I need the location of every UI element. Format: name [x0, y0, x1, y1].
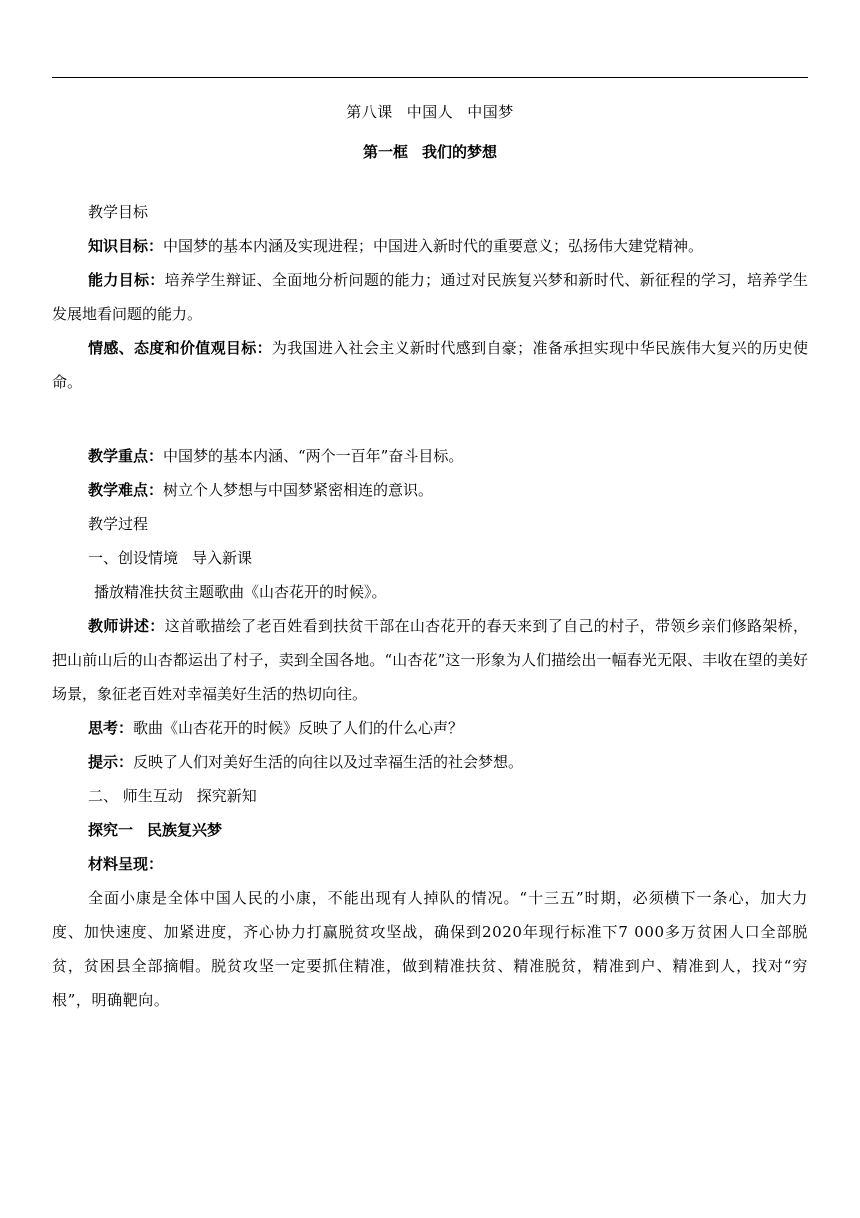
explore-one-part2: 民族复兴梦: [147, 821, 223, 839]
hint-answer-label: 提示：: [88, 753, 134, 771]
material-label: [52, 847, 808, 881]
difficult-point: [52, 473, 808, 507]
lesson-title-part1: 第八课: [346, 103, 393, 121]
lesson-subtitle: [52, 137, 808, 167]
teacher-narration-label: 教师讲述：: [88, 617, 165, 635]
ability-objective-label: 能力目标：: [88, 271, 165, 289]
header-rule: [52, 77, 808, 78]
emotion-objective: [52, 331, 808, 399]
section-one-heading: [52, 541, 808, 575]
think-question-label: 思考：: [88, 719, 134, 737]
objectives-heading: 教学目标: [88, 203, 149, 221]
hint-answer: [52, 745, 808, 779]
emotion-objective-label: 情感、态度和价值观目标：: [88, 339, 272, 357]
ability-objective-text: 培养学生辩证、全面地分析问题的能力；通过对民族复兴梦和新时代、新征程的学习，培养学生发展地看问题的能力。: [52, 271, 808, 323]
lesson-title-part3: 中国梦: [467, 103, 514, 121]
think-question: [52, 711, 808, 745]
lesson-title: [52, 97, 808, 127]
think-question-text: 歌曲《山杏花开的时候》反映了人们的什么心声？: [133, 719, 464, 737]
knowledge-objective-label: 知识目标：: [88, 237, 164, 255]
hint-answer-text: 反映了人们对美好生活的向往以及过幸福生活的社会梦想。: [133, 753, 524, 771]
lesson-title-part2: 中国人: [406, 103, 454, 121]
section-one-part1: 一、创设情境: [88, 549, 179, 567]
material-text: 全面小康是全体中国人民的小康，不能出现有人掉队的情况。“十三五”时期，必须横下一条心，加大力度、加快速度、加紧进度，齐心协力打赢脱贫攻坚战，确保到2020年现行标准下7 000多万贫困人口全部脱贫，贫困县全部摘帽。脱贫攻坚一定要抓住精准，做到精准扶贫、精准脱贫，精准到户、精准到人，找对“穷根”，明确靶向。: [52, 889, 808, 1009]
difficult-point-label: 教学难点：: [88, 481, 164, 499]
lesson-subtitle-part2: 我们的梦想: [422, 143, 498, 161]
section-one-part2: 导入新课: [192, 549, 253, 567]
knowledge-objective: [52, 229, 808, 263]
section-two-heading: [52, 779, 808, 813]
difficult-point-text: 树立个人梦想与中国梦紧密相连的意识。: [163, 481, 434, 499]
teacher-narration-text: 这首歌描绘了老百姓看到扶贫干部在山杏花开的春天来到了自己的村子，带领乡亲们修路架桥，把山前山后的山杏都运出了村子，卖到全国各地。“山杏花”这一形象为人们描绘出一幅春光无限、丰收在望的美好场景，象征老百姓对幸福美好生活的热切向往。: [52, 617, 808, 703]
key-point: [52, 439, 808, 473]
section-two-part1: 二、 师生互动: [88, 787, 183, 805]
key-point-label: 教学重点：: [88, 447, 164, 465]
lesson-subtitle-part1: 第一框: [362, 143, 408, 161]
process-heading: 教学过程: [88, 515, 149, 533]
knowledge-objective-text: 中国梦的基本内涵及实现进程；中国进入新时代的重要意义；弘扬伟大建党精神。: [163, 237, 704, 255]
explore-one-part1: 探究一: [88, 821, 134, 839]
emotion-objective-text: 为我国进入社会主义新时代感到自豪；准备承担实现中华民族伟大复兴的历史使命。: [52, 339, 808, 391]
explore-one-heading: [52, 813, 808, 847]
section-two-part2: 探究新知: [196, 787, 257, 805]
ability-objective: [52, 263, 808, 331]
material-label-text: 材料呈现：: [88, 855, 164, 873]
key-point-text: 中国梦的基本内涵、“两个一百年”奋斗目标。: [163, 447, 464, 465]
teacher-narration: [52, 609, 808, 711]
document-body: [52, 97, 808, 1017]
play-song-text: 播放精准扶贫主题歌曲《山杏花开的时候》。: [94, 583, 387, 601]
